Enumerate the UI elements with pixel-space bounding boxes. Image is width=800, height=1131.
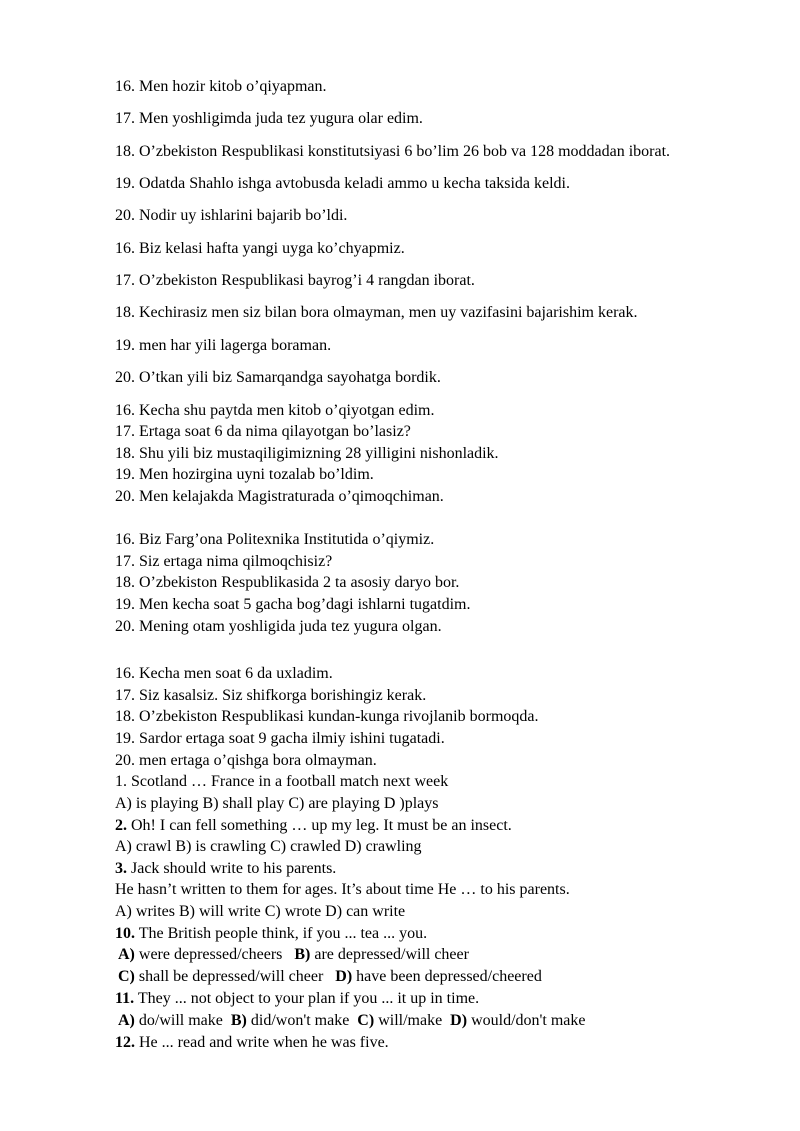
question-1-options: A) is playing B) shall play C) are playing D )plays — [115, 795, 439, 812]
sentence-line: 20. Men kelajakda Magistraturada o’qimoqchiman. — [115, 488, 444, 505]
sentence-line: 16. Kecha shu paytda men kitob o’qiyotgan edim. — [115, 402, 435, 419]
sentence-line: 16. Biz kelasi hafta yangi uyga ko’chyapmiz. — [115, 240, 405, 257]
question-number: 2. — [115, 817, 127, 834]
option-text: shall be depressed/will cheer — [134, 968, 324, 985]
sentence-line: 17. Siz ertaga nima qilmoqchisiz? — [115, 553, 333, 570]
question-12 — [115, 1033, 389, 1053]
option-label: B) — [230, 1012, 247, 1029]
option-text: will/make — [374, 1012, 443, 1029]
option-label: D) — [450, 1012, 468, 1029]
sentence-line: 17. O’zbekiston Respublikasi bayrog’i 4 rangdan iborat. — [115, 272, 475, 289]
sentence-line: 20. Mening otam yoshligida juda tez yugura olgan. — [115, 618, 442, 635]
sentence-line: 18. O’zbekiston Respublikasi kundan-kunga rivojlanib bormoqda. — [115, 708, 539, 725]
question-10 — [115, 924, 427, 944]
sentence-line: 18. Kechirasiz men siz bilan bora olmayman, men uy vazifasini bajarishim kerak. — [115, 304, 638, 321]
option-text: would/don't make — [467, 1012, 586, 1029]
sentence-line: 20. O’tkan yili biz Samarqandga sayohatga bordik. — [115, 369, 441, 386]
question-2-options: A) crawl B) is crawling C) crawled D) crawling — [115, 838, 422, 855]
sentence-line: 17. Siz kasalsiz. Siz shifkorga borishingiz kerak. — [115, 687, 427, 704]
sentence-line: 20. Nodir uy ishlarini bajarib bo’ldi. — [115, 207, 348, 224]
option-text: are depressed/will cheer — [310, 946, 469, 963]
question-text: The British people think, if you ... tea ... you. — [135, 925, 428, 942]
option-label: C) — [118, 968, 135, 985]
question-text: He ... read and write when he was five. — [135, 1034, 389, 1051]
sentence-line: 16. Kecha men soat 6 da uxladim. — [115, 665, 333, 682]
question-number: 10. — [115, 925, 135, 942]
sentence-line: 17. Men yoshligimda juda tez yugura olar edim. — [115, 110, 423, 127]
question-text: They ... not object to your plan if you ... it up in time. — [134, 990, 480, 1007]
question-number: 3. — [115, 860, 127, 877]
question-number: 12. — [115, 1034, 135, 1051]
option-text: were depressed/cheers — [134, 946, 283, 963]
option-text: did/won't make — [246, 1012, 350, 1029]
sentence-line: 16. Biz Farg’ona Politexnika Institutida o’qiymiz. — [115, 531, 435, 548]
option-label: A) — [118, 946, 135, 963]
question-10-options-row-2 — [118, 967, 542, 987]
question-11 — [115, 989, 479, 1009]
option-label: B) — [294, 946, 311, 963]
sentence-line: 17. Ertaga soat 6 da nima qilayotgan bo’lasiz? — [115, 423, 411, 440]
sentence-line: 18. Shu yili biz mustaqiligimizning 28 yilligini nishonladik. — [115, 445, 499, 462]
question-text: Oh! I can fell something … up my leg. It must be an insect. — [127, 817, 512, 834]
question-text: Jack should write to his parents. — [127, 860, 337, 877]
sentence-line: 20. men ertaga o’qishga bora olmayman. — [115, 752, 377, 769]
question-3-text-continued: He hasn’t written to them for ages. It’s about time He … to his parents. — [115, 881, 570, 898]
question-number: 11. — [115, 990, 135, 1007]
option-text: do/will make — [134, 1012, 223, 1029]
sentence-line: 19. Sardor ertaga soat 9 gacha ilmiy ishini tugatadi. — [115, 730, 445, 747]
option-label: D) — [335, 968, 353, 985]
sentence-line: 18. O’zbekiston Respublikasida 2 ta asosiy daryo bor. — [115, 574, 460, 591]
sentence-line: 19. Men kecha soat 5 gacha bog’dagi ishlarni tugatdim. — [115, 596, 471, 613]
option-text: have been depressed/cheered — [352, 968, 542, 985]
sentence-line: 19. Odatda Shahlo ishga avtobusda keladi ammo u kecha taksida keldi. — [115, 175, 570, 192]
sentence-line: 16. Men hozir kitob o’qiyapman. — [115, 78, 327, 95]
option-label: C) — [357, 1012, 375, 1029]
option-label: A) — [118, 1012, 135, 1029]
question-1-text: 1. Scotland … France in a football match next week — [115, 773, 449, 790]
sentence-line: 19. men har yili lagerga boraman. — [115, 337, 332, 354]
question-2 — [115, 816, 512, 836]
question-11-options — [118, 1011, 585, 1031]
sentence-line: 18. O’zbekiston Respublikasi konstitutsiyasi 6 bo’lim 26 bob va 128 moddadan iborat. — [115, 143, 671, 160]
question-10-options-row-1 — [118, 945, 469, 965]
question-3 — [115, 859, 336, 879]
sentence-line: 19. Men hozirgina uyni tozalab bo’ldim. — [115, 466, 374, 483]
question-3-options: A) writes B) will write C) wrote D) can write — [115, 903, 406, 920]
